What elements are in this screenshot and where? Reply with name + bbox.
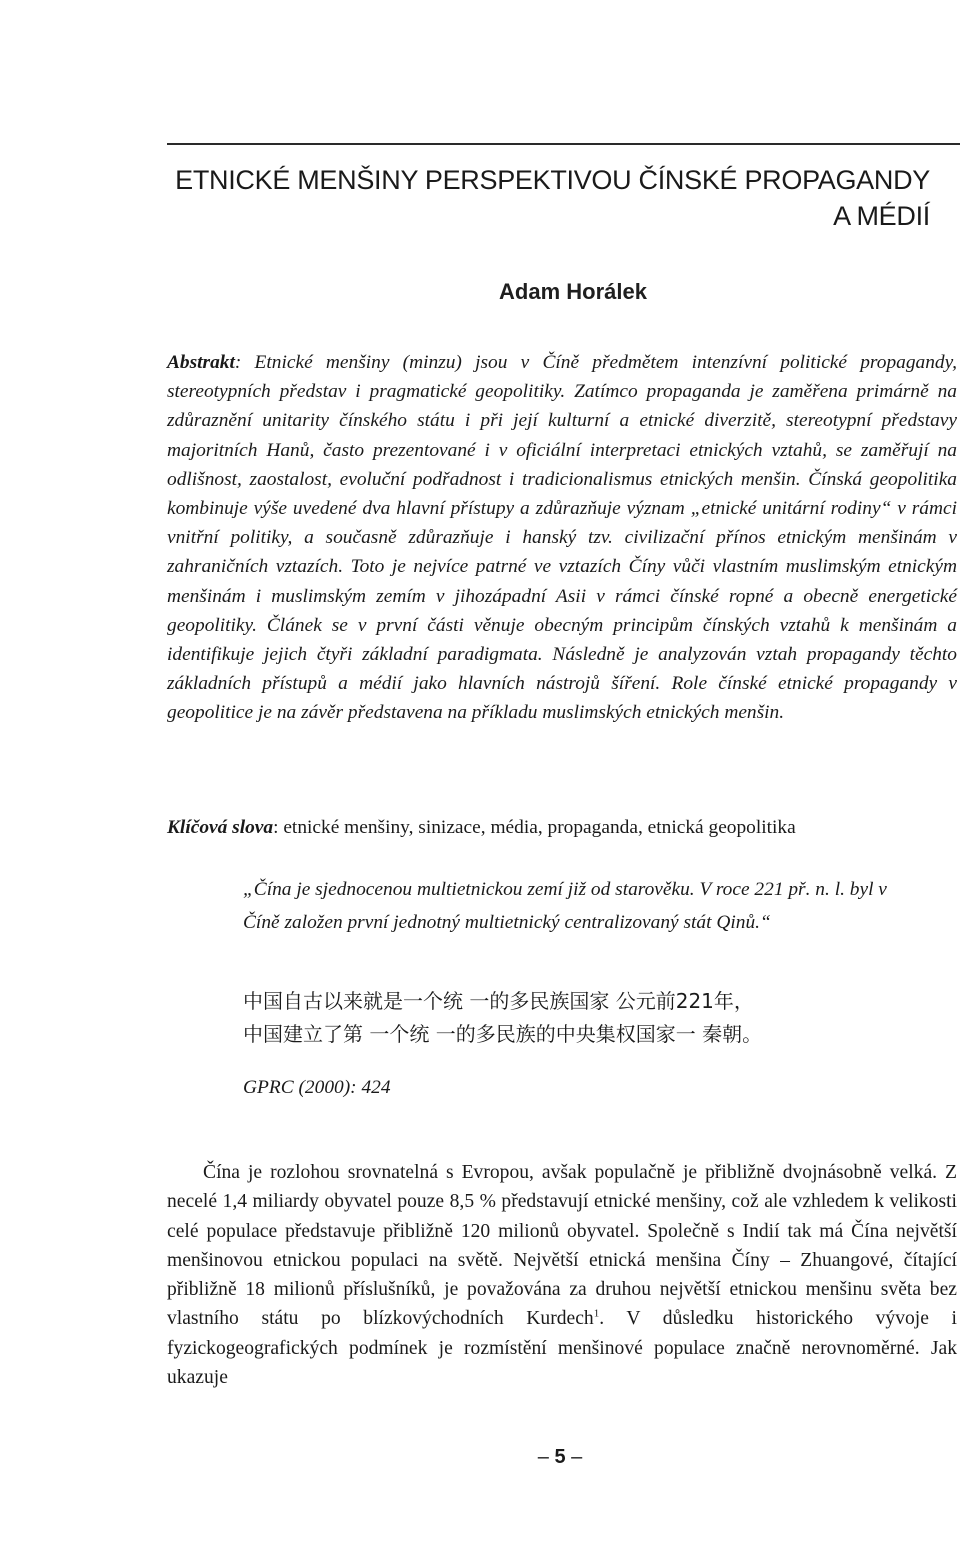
header-rule	[167, 143, 960, 145]
page-number: 5	[554, 1446, 566, 1468]
keywords-line	[167, 813, 957, 843]
abstract-label: Abstrakt	[167, 352, 235, 373]
body-text-part-2: . V důsledku historického vývoje i fyzickogeografických podmínek je rozmístění menšinové populace značně nerovnoměrné. Jak ukazuje	[167, 1308, 957, 1389]
footnote-reference[interactable]: 1	[593, 1307, 600, 1320]
page-number-dash-right: –	[571, 1446, 583, 1468]
abstract-text: : Etnické menšiny (minzu) jsou v Číně předmětem intenzívní politické propagandy, stereotypních představ i pragmatické geopolitiky. Zatímco propaganda je zaměřena primárně na zdůraznění unitarity čínského státu i při její kulturní a etnické diverzitě, stereotypní představy majoritních Hanů, často prezentované i v oficiální interpretaci etnických vztahů, se zaměřují na odlišnost, zaostalost, evoluční podřadnost i tradicionalismus etnických menšin. Čínská geopolitika kombinuje výše uvedené dva hlavní přístupy a zdůrazňuje význam „etnické unitární rodiny“ v rámci vnitřní politiky, a současně zdůrazňuje i hanský tzv. civilizační přínos etnickým menšinám v zahraničních vztazích. Toto je nejvíce patrné ve vztazích Číny vůči vlastním muslimským etnickým menšinám i muslimským zemím v jihozápadní Asii v rámci čínské ropné a obecně energetické geopolitiky. Článek se v první části věnuje obecným principům čínských vztahů k menšinám a identifikuje jejich čtyři základní paradigmata. Následně je analyzován vztah propagandy těchto základních přístupů a médií jako hlavních nástrojů šíření. Role čínské etnické propagandy v geopolitice je na závěr představena na příkladu muslimských etnických menšin.	[167, 352, 957, 724]
epigraph-quote: „Čína je sjednocenou multietnickou zemí již od starověku. V roce 221 př. n. l. byl v Číně založen první jednotný multietnický centralizovaný stát Qinů.“	[243, 879, 887, 933]
page-number-dash-left: –	[537, 1446, 549, 1468]
article-title-line-2: A MÉDIÍ	[833, 201, 930, 231]
article-title-line-1: ETNICKÉ MENŠINY PERSPEKTIVOU ČÍNSKÉ PROPAGANDY	[175, 165, 930, 195]
article-title	[150, 162, 930, 234]
epigraph-chinese-line-2: 中国建立了第 一个统 一的多民族的中央集权国家一 秦朝。	[243, 1022, 763, 1046]
epigraph-source: GPRC (2000): 424	[243, 1077, 391, 1098]
body-text-part-1: Čína je rozlohou srovnatelná s Evropou, avšak populačně je přibližně dvojnásobně velká. Z necelé 1,4 miliardy obyvatel pouze 8,5 % představují etnické menšiny, což ale vzhledem k velikosti celé populace představuje přibližně 120 milionů obyvatel. Společně s Indií tak má Čína největší menšinovou etnickou populaci na světě. Největší etnická menšina Číny – Zhuangové, čítající přibližně 18 milionů příslušníků, je považována za druhou největší etnickou menšinu světa bez vlastního státu po blízkovýchodních Kurdech	[167, 1162, 957, 1330]
author-name: Adam Horálek	[499, 279, 647, 304]
page-number-footer	[500, 1443, 620, 1471]
body-paragraph	[167, 1158, 957, 1392]
keywords-text: : etnické menšiny, sinizace, média, propaganda, etnická geopolitika	[273, 817, 796, 838]
abstract-paragraph	[167, 348, 957, 728]
epigraph-chinese	[243, 985, 883, 1051]
epigraph-chinese-line-1: 中国自古以来就是一个统 一的多民族国家 公元前221年，	[243, 989, 754, 1013]
keywords-label: Klíčová slova	[167, 817, 274, 838]
